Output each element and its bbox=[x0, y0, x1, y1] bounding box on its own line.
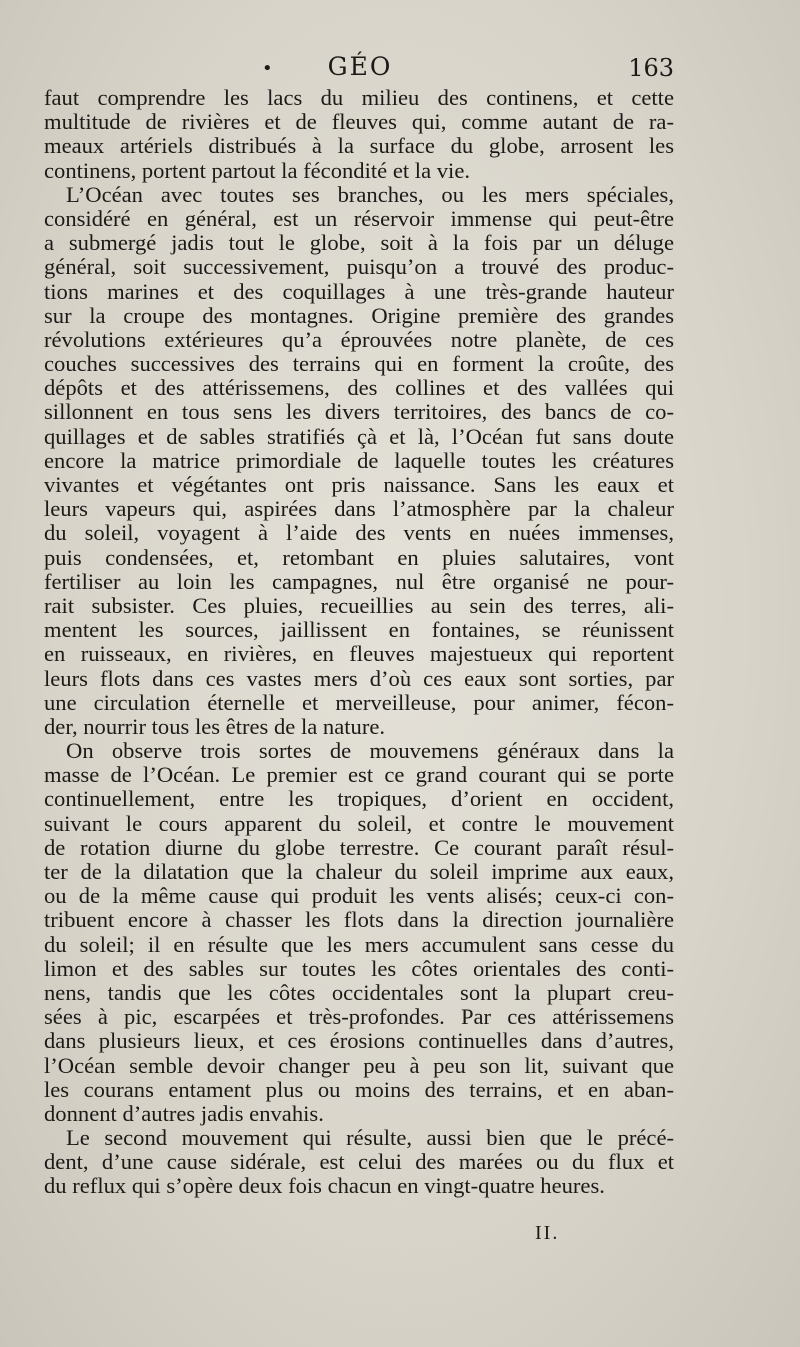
paragraph bbox=[44, 1126, 674, 1199]
paragraph bbox=[44, 183, 674, 739]
text-line: nens, tandis que les côtes occidentales sont la plupart creu- bbox=[44, 979, 674, 1005]
text-line: donnent d’autres jadis envahis. bbox=[44, 1100, 324, 1126]
text-line: continens, portent partout la fécondité et la vie. bbox=[44, 157, 470, 183]
text-line: les courans entament plus ou moins des terrains, et en aban- bbox=[44, 1076, 674, 1102]
text-line: ou de la même cause qui produit les vents alisés; ceux-ci con- bbox=[44, 883, 674, 909]
text-line: leurs flots dans ces vastes mers d’où ces eaux sont sorties, par bbox=[44, 665, 674, 691]
text-line: dépôts et des attérissemens, des collines et des vallées qui bbox=[44, 375, 674, 401]
paragraph bbox=[44, 86, 674, 183]
text-line: a submergé jadis tout le globe, soit à la fois par un déluge bbox=[44, 230, 674, 256]
text-line: une circulation éternelle et merveilleuse, pour animer, fécon- bbox=[44, 689, 674, 715]
text-line: sées à pic, escarpées et très-profondes. Par ces attérissemens bbox=[44, 1004, 674, 1030]
text-line: L’Océan avec toutes ses branches, ou les mers spéciales, bbox=[66, 181, 674, 207]
text-line: limon et des sables sur toutes les côtes orientales des conti- bbox=[44, 955, 674, 981]
text-line: ter de la dilatation que la chaleur du soleil imprime aux eaux, bbox=[44, 859, 674, 884]
text-line: en ruisseaux, en rivières, en fleuves majestueux qui reportent bbox=[44, 641, 674, 667]
text-line: leurs vapeurs qui, aspirées dans l’atmosphère par la chaleur bbox=[44, 496, 674, 522]
text-line: du reflux qui s’opère deux fois chacun en vingt-quatre heures. bbox=[44, 1173, 605, 1199]
text-line: sillonnent en tous sens les divers territoires, des bancs de co- bbox=[44, 399, 674, 425]
text-line: dent, d’une cause sidérale, est celui des marées ou du flux et bbox=[44, 1149, 674, 1175]
text-line: général, soit successivement, puisqu’on a trouvé des produc- bbox=[44, 254, 674, 280]
text-line: mentent les sources, jaillissent en fontaines, se réunissent bbox=[44, 617, 674, 643]
text-line: meaux artériels distribués à la surface du globe, arrosent les bbox=[44, 133, 674, 159]
text-line: puis condensées, et, retombant en pluies salutaires, vont bbox=[44, 544, 674, 570]
text-line: Le second mouvement qui résulte, aussi bien que le précé- bbox=[66, 1125, 674, 1151]
text-line: du soleil, voyagent à l’aide des vents en nuées immenses, bbox=[44, 520, 674, 546]
text-line: tribuent encore à chasser les flots dans la direction journalière bbox=[44, 907, 674, 933]
text-line: suivant le cours apparent du soleil, et contre le mouvement bbox=[44, 810, 674, 836]
header-ornament: • bbox=[262, 58, 273, 79]
text-line: encore la matrice primordiale de laquelle toutes les créatures bbox=[44, 447, 674, 473]
text-line: révolutions extérieures qu’a éprouvées notre planète, de ces bbox=[44, 326, 674, 352]
signature-mark: II. bbox=[535, 1222, 560, 1244]
text-line: dans plusieurs lieux, et ces érosions continuelles dans d’autres, bbox=[44, 1028, 674, 1054]
text-line: On observe trois sortes de mouvemens généraux dans la bbox=[66, 738, 674, 764]
text-line: tions marines et des coquillages à une très-grande hauteur bbox=[44, 278, 674, 304]
running-head bbox=[46, 52, 674, 86]
text-line: continuellement, entre les tropiques, d’orient en occident, bbox=[44, 786, 674, 812]
text-line: faut comprendre les lacs du milieu des continens, et cette bbox=[44, 85, 674, 110]
text-line: masse de l’Océan. Le premier est ce grand courant qui se porte bbox=[44, 762, 674, 788]
paragraph bbox=[44, 739, 674, 1126]
text-line: fertiliser au loin les campagnes, nul être organisé ne pour- bbox=[44, 568, 674, 594]
page-number: 163 bbox=[628, 54, 674, 82]
text-line: der, nourrir tous les êtres de la nature. bbox=[44, 713, 386, 739]
body-text bbox=[44, 86, 674, 1199]
text-line: multitude de rivières et de fleuves qui, comme autant de ra- bbox=[44, 109, 674, 135]
text-line: quillages et de sables stratifiés çà et là, l’Océan fut sans doute bbox=[44, 423, 674, 449]
running-title: GÉO bbox=[327, 52, 393, 81]
text-line: vivantes et végétantes ont pris naissance. Sans les eaux et bbox=[44, 472, 674, 497]
text-line: rait subsister. Ces pluies, recueillies au sein des terres, ali- bbox=[44, 592, 674, 618]
text-line: sur la croupe des montagnes. Origine première des grandes bbox=[44, 302, 674, 328]
text-line: de rotation diurne du globe terrestre. Ce courant paraît résul- bbox=[44, 834, 674, 860]
text-line: l’Océan semble devoir changer peu à peu son lit, suivant que bbox=[44, 1052, 674, 1078]
text-line: couches successives des terrains qui en forment la croûte, des bbox=[44, 351, 674, 377]
text-line: considéré en général, est un réservoir immense qui peut-être bbox=[44, 205, 674, 231]
text-line: du soleil; il en résulte que les mers accumulent sans cesse du bbox=[44, 931, 674, 957]
